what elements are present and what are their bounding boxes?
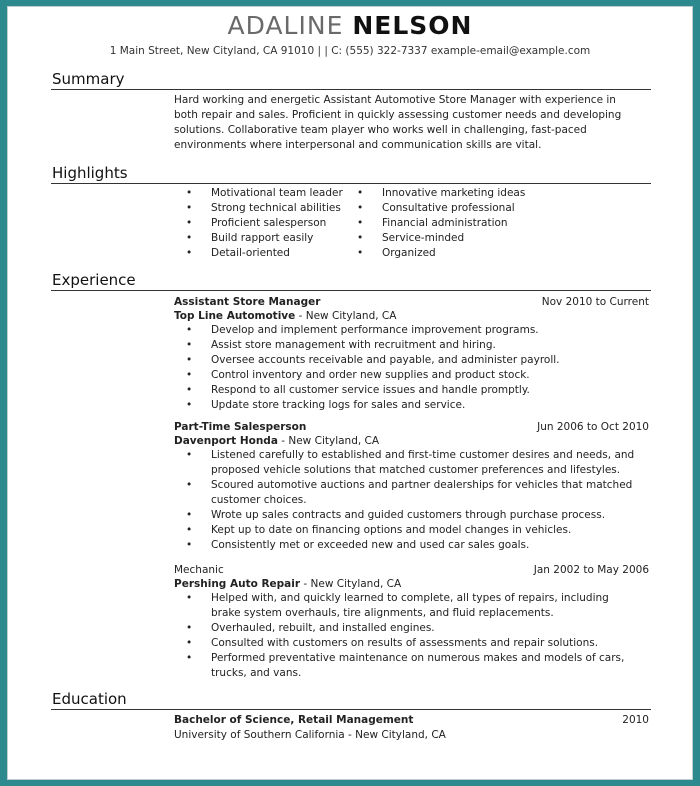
- summary-heading: Summary: [52, 70, 125, 88]
- list-item: • Wrote up sales contracts and guided customers through purchase process.: [186, 508, 636, 523]
- company-location: - New Cityland, CA: [300, 578, 402, 590]
- highlights-divider: [51, 183, 651, 184]
- job-duties-list: [186, 448, 636, 553]
- list-item: • Innovative marketing ideas: [357, 186, 525, 201]
- list-item: • Motivational team leader: [186, 186, 343, 201]
- job-company: [174, 309, 396, 323]
- highlights-left-list: [186, 186, 343, 261]
- company-name: Pershing Auto Repair: [174, 578, 301, 590]
- first-name: ADALINE: [227, 11, 344, 40]
- list-item: • Performed preventative maintenance on numerous makes and models of cars, trucks, and vans.: [186, 651, 636, 681]
- list-item: • Assist store management with recruitment and hiring.: [186, 338, 636, 353]
- experience-divider: [51, 290, 651, 291]
- list-item: • Consulted with customers on results of assessments and repair solutions.: [186, 636, 636, 651]
- list-item: • Build rapport easily: [186, 231, 343, 246]
- degree: Bachelor of Science, Retail Management: [174, 714, 414, 726]
- summary-text: Hard working and energetic Assistant Automotive Store Manager with experience in both repair and sales. Proficient in quickly assessing customer needs and developing solutions. Collaborative team player who works well in challenging, fast-paced environments where interpersonal and communication skills are vital.: [174, 94, 622, 151]
- list-item: • Kept up to date on financing options and model changes in vehicles.: [186, 523, 636, 538]
- list-item: • Proficient salesperson: [186, 216, 343, 231]
- list-item: • Consultative professional: [357, 201, 525, 216]
- highlights-right-list: [357, 186, 525, 261]
- list-item: • Detail-oriented: [186, 246, 343, 261]
- education-divider: [51, 709, 651, 710]
- experience-heading: Experience: [52, 271, 136, 289]
- list-item: • Overhauled, rebuilt, and installed engines.: [186, 621, 636, 636]
- list-item: • Control inventory and order new supplies and product stock.: [186, 368, 636, 383]
- summary-divider: [51, 89, 651, 90]
- company-name: Top Line Automotive: [174, 310, 296, 322]
- job-dates: Jan 2002 to May 2006: [533, 564, 649, 576]
- job-dates: Nov 2010 to Current: [541, 296, 649, 308]
- list-item: • Financial administration: [357, 216, 525, 231]
- education-heading: Education: [52, 690, 127, 708]
- resume-page: [7, 6, 693, 780]
- company-location: - New Cityland, CA: [295, 310, 397, 322]
- job-company: [174, 577, 401, 591]
- list-item: • Strong technical abilities: [186, 201, 343, 216]
- last-name: NELSON: [352, 11, 473, 40]
- highlights-heading: Highlights: [52, 164, 128, 182]
- list-item: • Scoured automotive auctions and partner dealerships for vehicles that matched customer choices.: [186, 478, 636, 508]
- list-item: • Consistently met or exceeded new and used car sales goals.: [186, 538, 636, 553]
- list-item: • Respond to all customer service issues and handle promptly.: [186, 383, 636, 398]
- company-name: Davenport Honda: [174, 435, 278, 447]
- list-item: • Update store tracking logs for sales and service.: [186, 398, 636, 413]
- job-dates: Jun 2006 to Oct 2010: [537, 421, 649, 433]
- job-duties-list: [186, 591, 636, 681]
- job-title: Part-Time Salesperson: [174, 421, 307, 433]
- list-item: • Helped with, and quickly learned to complete, all types of repairs, including brake system overhauls, tire alignments, and fluid replacements.: [186, 591, 636, 621]
- job-title: Mechanic: [174, 564, 224, 576]
- list-item: • Service-minded: [357, 231, 525, 246]
- job-title: Assistant Store Manager: [174, 296, 321, 308]
- list-item: • Oversee accounts receivable and payable, and administer payroll.: [186, 353, 636, 368]
- job-company: [174, 434, 379, 448]
- candidate-name: [8, 11, 692, 41]
- graduation-year: 2010: [622, 714, 649, 726]
- list-item: • Listened carefully to established and first-time customer desires and needs, and proposed vehicle solutions that matched customer preferences and lifestyles.: [186, 448, 636, 478]
- contact-line: 1 Main Street, New Cityland, CA 91010 | | C: (555) 322-7337 example-email@example.com: [109, 45, 591, 57]
- school: University of Southern California - New Cityland, CA: [174, 729, 446, 741]
- list-item: • Organized: [357, 246, 525, 261]
- list-item: • Develop and implement performance improvement programs.: [186, 323, 636, 338]
- job-duties-list: [186, 323, 636, 413]
- company-location: - New Cityland, CA: [277, 435, 380, 447]
